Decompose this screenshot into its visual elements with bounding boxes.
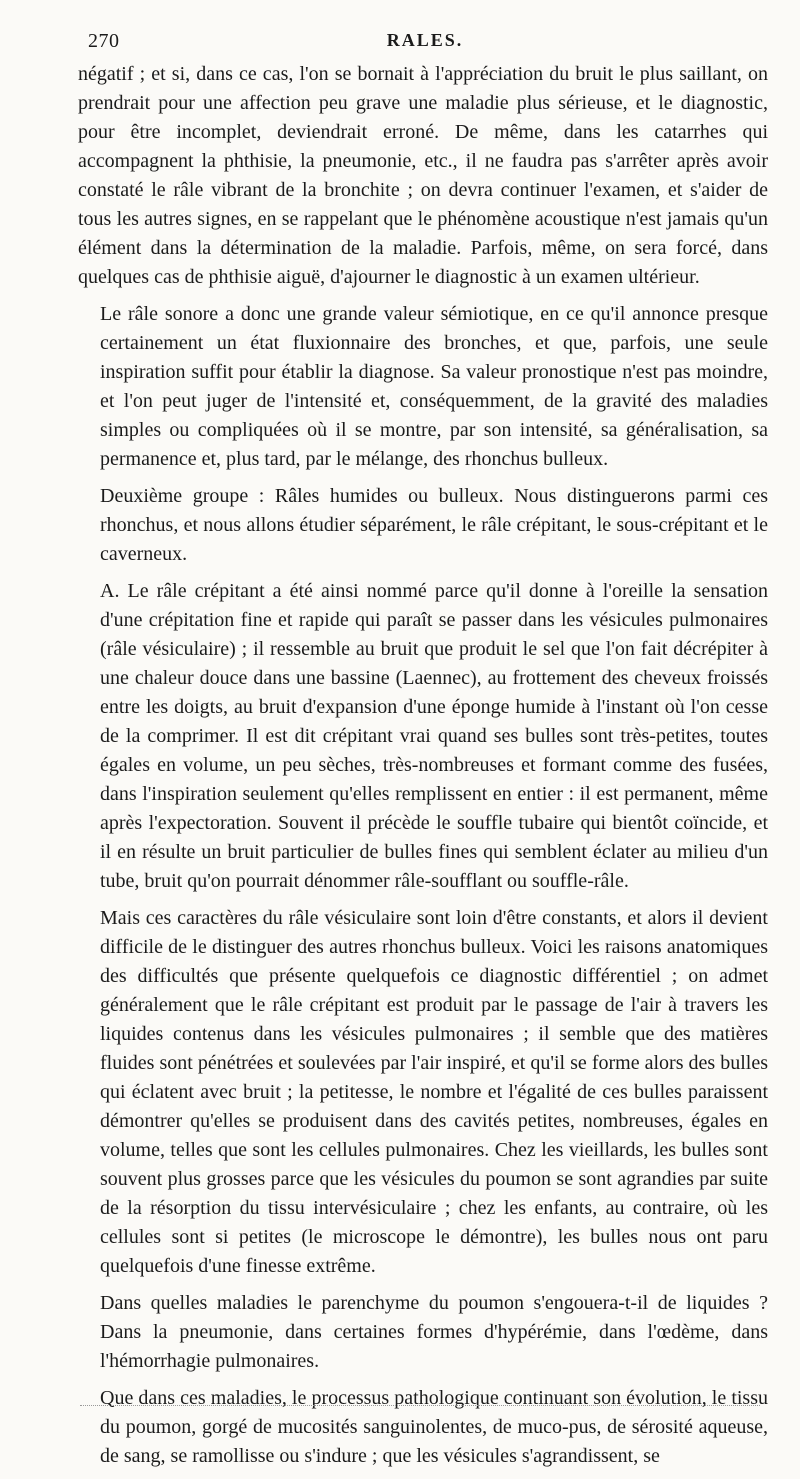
page-number: 270	[88, 30, 120, 52]
paragraph-4: A. Le râle crépitant a été ainsi nommé parce qu'il donne à l'oreille la sensation d'une crépitation fine et rapide qui paraît se passer dans les vésicules pulmonaires (râle vésiculaire) ; il ressemble au bruit que produit le sel que l'on fait décrépiter à une chaleur douce dans une bassine (Laennec), au frottement des cheveux froissés entre les doigts, au bruit d'expansion d'une éponge humide à l'instant où l'on cesse de la comprimer. Il est dit crépitant vrai quand ses bulles sont très-petites, toutes égales en volume, un peu sèches, très-nombreuses et formant comme des fusées, dans l'inspiration seulement qu'elles remplissent en entier : il est permanent, même après l'expectoration. Souvent il précède le souffle tubaire qui bientôt coïncide, et il en résulte un bruit particulier de bulles fines qui semblent éclater au milieu d'un tube, bruit qu'on pourrait dénommer râle-soufflant ou souffle-râle.	[100, 580, 768, 892]
footer-rule	[80, 1405, 760, 1406]
paragraph-5: Mais ces caractères du râle vésiculaire sont loin d'être constants, et alors il devient difficile de le distinguer des autres rhonchus bulleux. Voici les raisons anatomiques des difficultés que présente quelquefois ce diagnostic différentiel ; on admet généralement que le râle crépitant est produit par le passage de l'air à travers les liquides contenus dans les vésicules pulmonaires ; il semble que des matières fluides sont pénétrées et soulevées par l'air inspiré, et qu'il se forme alors des bulles qui éclatent avec bruit ; la petitesse, le nombre et l'égalité de ces bulles paraissent démontrer qu'elles se produisent dans des cavités petites, nombreuses, égales en volume, telles que sont les cellules pulmonaires. Chez les vieillards, les bulles sont souvent plus grosses parce que les vésicules du poumon se sont agrandies par suite de la résorption du tissu intervésiculaire ; chez les enfants, au contraire, où les cellules sont si petites (le microscope le démontre), les bulles nous ont paru quelquefois d'une finesse extrême.	[100, 907, 768, 1277]
paragraph-7: Que dans ces maladies, le processus pathologique continuant son évolution, le tissu du poumon, gorgé de mucosités sanguinolentes, de muco-pus, de sérosité aqueuse, de sang, se ramollisse ou s'indure ; que les vésicules s'agrandissent, se	[100, 1387, 768, 1467]
paragraph-2: Le râle sonore a donc une grande valeur sémiotique, en ce qu'il annonce presque certainement un état fluxionnaire des bronches, et que, parfois, une seule inspiration suffit pour établir la diagnose. Sa valeur pronostique n'est pas moindre, et l'on peut juger de l'intensité et, conséquemment, de la gravité des maladies simples ou compliquées où il se montre, par son intensité, sa généralisation, sa permanence et, plus tard, par le mélange, des rhonchus bulleux.	[100, 303, 768, 470]
paragraph-6: Dans quelles maladies le parenchyme du poumon s'engouera-t-il de liquides ? Dans la pneumonie, dans certaines formes d'hypérémie, dans l'œdème, dans l'hémorrhagie pulmonaires.	[100, 1292, 768, 1372]
paragraph-1: négatif ; et si, dans ce cas, l'on se bornait à l'appréciation du bruit le plus saillant, on prendrait pour une affection peu grave une maladie plus sérieuse, et le diagnostic, pour être incomplet, deviendrait erroné. De même, dans les catarrhes qui accompagnent la phthisie, la pneumonie, etc., il ne faudra pas s'arrêter après avoir constaté le râle vibrant de la bronchite ; on devra continuer l'examen, et s'aider de tous les autres signes, en se rappelant que le phénomène acoustique n'est jamais qu'un élément dans la détermination de la maladie. Parfois, même, on sera forcé, dans quelques cas de phthisie aiguë, d'ajourner le diagnostic à un examen ultérieur.	[78, 63, 768, 288]
running-head: RALES.	[386, 30, 464, 50]
paragraph-3: Deuxième groupe : Râles humides ou bulleux. Nous distinguerons parmi ces rhonchus, et nous allons étudier séparément, le râle crépitant, le sous-crépitant et le caverneux.	[100, 485, 768, 565]
page-header	[88, 30, 762, 54]
body-text	[78, 60, 768, 1479]
